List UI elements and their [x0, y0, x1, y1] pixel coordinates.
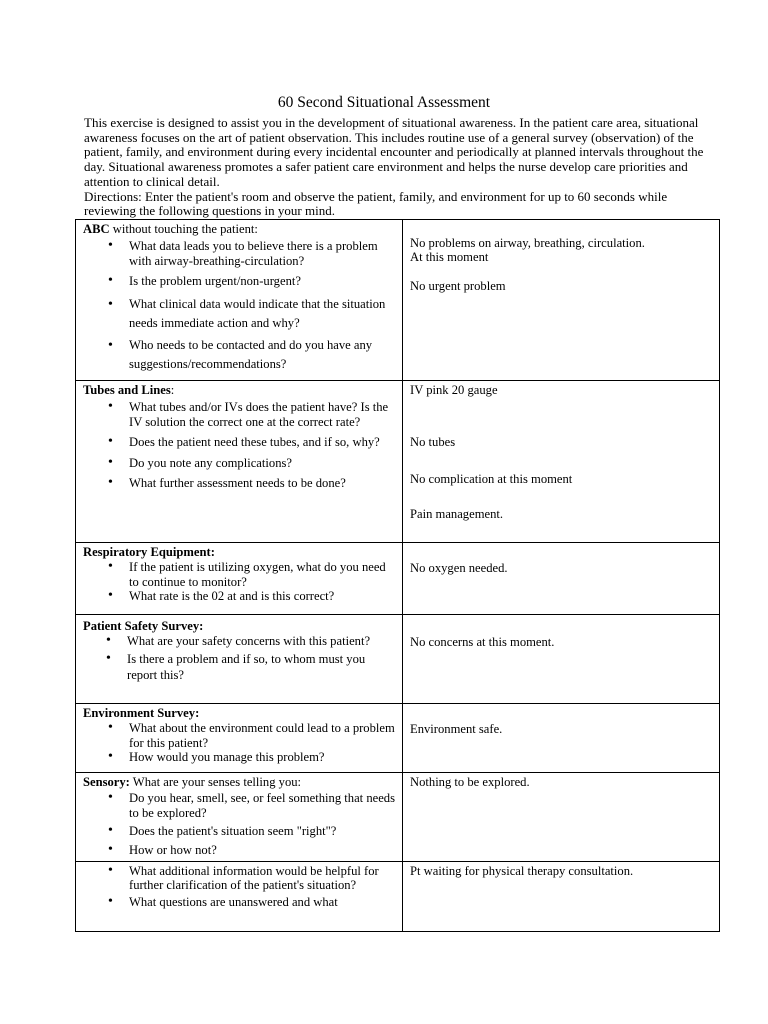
- question-list: [83, 634, 398, 682]
- table-row-patient-safety: [76, 615, 720, 704]
- question-item: • What about the environment could lead to a problem for this patient?: [129, 721, 398, 750]
- question-item: • What rate is the 02 at and is this correct?: [129, 589, 398, 603]
- table-row-additional-info: [76, 862, 720, 932]
- answers-cell: [403, 773, 720, 862]
- answers-cell: [403, 381, 720, 543]
- question-item: • Is there a problem and if so, to whom must you report this?: [127, 651, 398, 683]
- answers-cell: [403, 543, 720, 615]
- question-item: • What questions are unanswered and what: [129, 895, 398, 909]
- question-item: • What further assessment needs to be done?: [129, 476, 398, 490]
- answer-text: No tubes: [410, 435, 456, 450]
- question-list: [83, 560, 398, 603]
- section-heading: [83, 706, 398, 720]
- section-heading: [83, 775, 398, 789]
- question-list: [83, 864, 398, 909]
- answer-text: Pt waiting for physical therapy consultation.: [410, 864, 634, 878]
- questions-cell: [76, 543, 403, 615]
- assessment-table: [75, 219, 720, 932]
- answers-cell: [403, 220, 720, 381]
- answer-text: No complication at this moment: [410, 471, 573, 486]
- question-list: [83, 791, 398, 857]
- question-item: • What data leads you to believe there is a problem with airway-breathing-circulation?: [129, 239, 398, 268]
- section-heading-suffix: What are your senses telling you:: [129, 775, 302, 789]
- question-list: [83, 721, 398, 764]
- question-item: • Who needs to be contacted and do you have any suggestions/recommendations?: [129, 336, 398, 374]
- question-item: • Do you hear, smell, see, or feel something that needs to be explored?: [129, 791, 398, 820]
- table-row-tubes-lines: [76, 381, 720, 543]
- section-heading-bold: Tubes and Lines: [83, 383, 171, 397]
- section-heading-suffix: :: [170, 383, 175, 397]
- table-row-respiratory-equipment: [76, 543, 720, 615]
- answer-text: IV pink 20 gauge: [410, 383, 498, 397]
- section-heading: [83, 222, 398, 236]
- question-item: • Is the problem urgent/non-urgent?: [129, 274, 398, 288]
- questions-cell: [76, 773, 403, 862]
- question-list: [83, 400, 398, 490]
- question-item: • Does the patient need these tubes, and if so, why?: [129, 435, 398, 449]
- section-heading-bold: Environment Survey:: [83, 706, 200, 720]
- intro-block: [84, 116, 716, 219]
- section-heading: [83, 383, 398, 397]
- answers-cell: [403, 615, 720, 704]
- directions-paragraph: Directions: Enter the patient's room and observe the patient, family, and environment for up to 60 seconds while reviewing the following questions in your mind.: [84, 188, 668, 219]
- answer-text: Environment safe.: [410, 722, 503, 736]
- table-row-environment-survey: [76, 704, 720, 773]
- section-heading: [83, 545, 398, 559]
- question-item: • What clinical data would indicate that the situation needs immediate action and why?: [129, 295, 398, 333]
- answer-text: No oxygen needed.: [410, 561, 508, 575]
- question-item: • Does the patient's situation seem "right"?: [129, 824, 398, 838]
- questions-cell: [76, 381, 403, 543]
- section-heading-bold: Sensory:: [83, 775, 130, 789]
- answers-cell: [403, 704, 720, 773]
- questions-cell: [76, 704, 403, 773]
- questions-cell: [76, 862, 403, 932]
- questions-cell: [76, 615, 403, 704]
- table-row-sensory: [76, 773, 720, 862]
- question-item: • If the patient is utilizing oxygen, what do you need to continue to monitor?: [129, 560, 398, 589]
- question-item: • What tubes and/or IVs does the patient have? Is the IV solution the correct one at the correct rate?: [129, 400, 398, 429]
- section-heading-bold: Patient Safety Survey:: [83, 619, 204, 633]
- answer-text: No problems on airway, breathing, circulation.: [410, 236, 645, 250]
- question-item: • How or how not?: [129, 843, 398, 857]
- table-row-abc: [76, 220, 720, 381]
- question-item: • What additional information would be helpful for further clarification of the patient's situation?: [129, 864, 398, 893]
- question-item: • How would you manage this problem?: [129, 750, 398, 764]
- document-title: 60 Second Situational Assessment: [277, 94, 491, 111]
- answer-text: No urgent problem: [410, 278, 506, 293]
- answer-text: Pain management.: [410, 507, 504, 522]
- section-heading-bold: Respiratory Equipment:: [83, 545, 215, 559]
- section-heading-suffix: without touching the patient:: [109, 222, 258, 236]
- answer-text: No concerns at this moment.: [410, 635, 555, 649]
- section-heading: [83, 617, 398, 633]
- section-heading-bold: ABC: [83, 222, 110, 236]
- intro-paragraph: This exercise is designed to assist you in the development of situational awareness. In the patient care area, situational awareness focuses on the art of patient observation. This includes routine use of a general survey (observation) of the patient, family, and environment during every incidental encounter and periodically at planned intervals throughout the day. Situational awareness promotes a safer patient care environment and helps the nurse develop care priorities and attention to clinical detail.: [84, 115, 704, 189]
- answer-text: At this moment: [410, 250, 489, 265]
- answers-cell: [403, 862, 720, 932]
- question-list: [83, 239, 398, 373]
- questions-cell: [76, 220, 403, 381]
- question-item: • What are your safety concerns with this patient?: [127, 634, 398, 648]
- answer-text: Nothing to be explored.: [410, 775, 530, 789]
- question-item: • Do you note any complications?: [129, 456, 398, 470]
